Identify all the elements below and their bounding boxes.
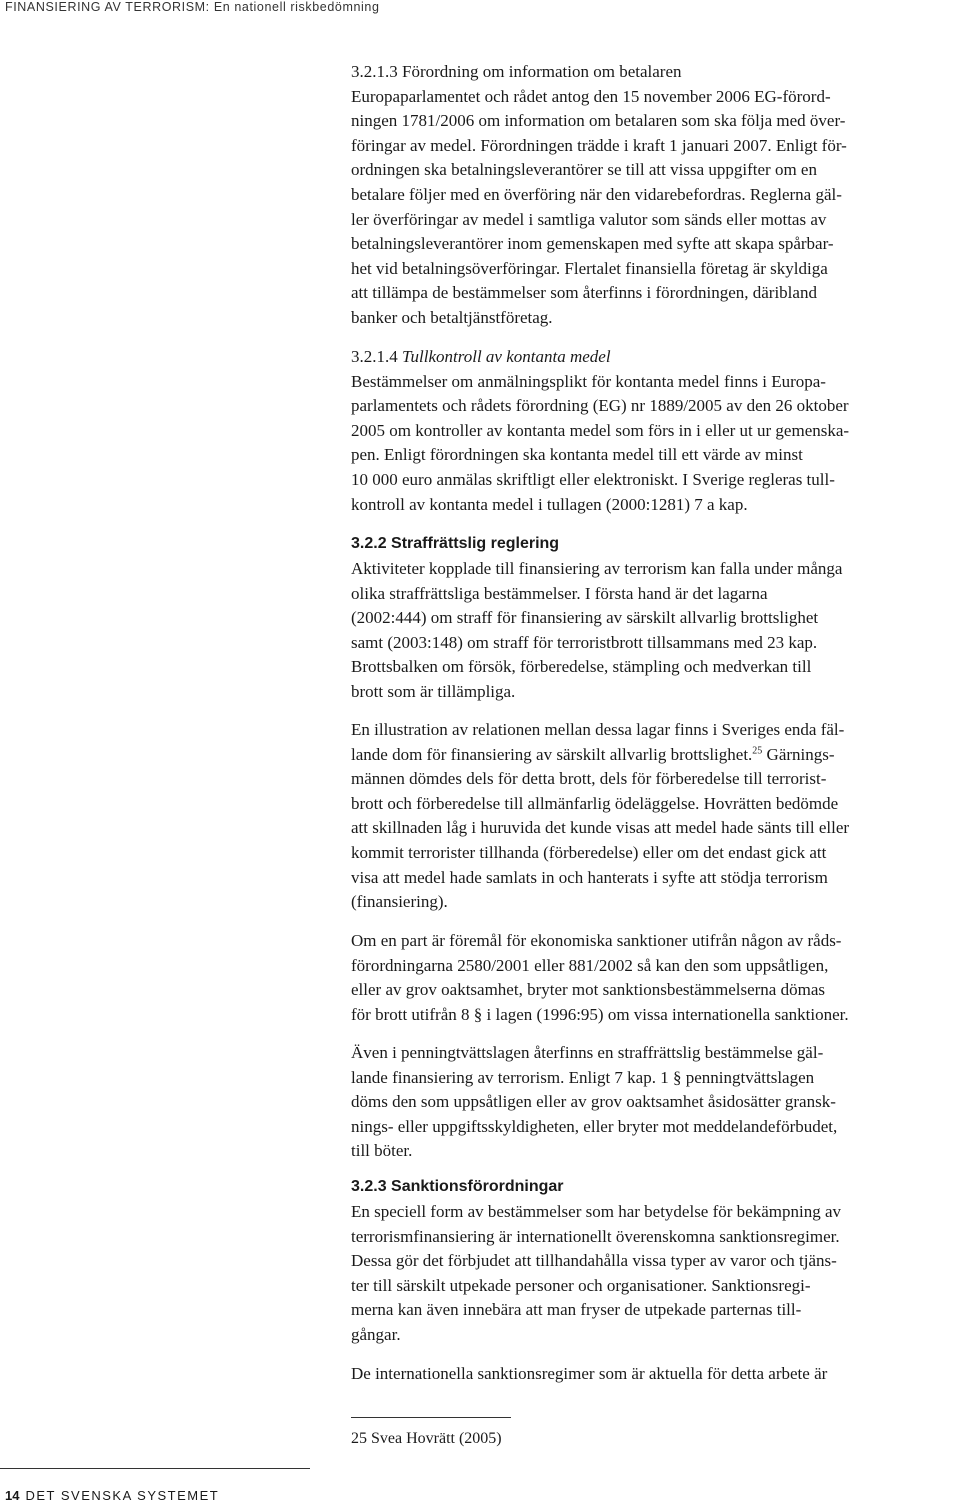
text-line: för brott utifrån 8 § i lagen (1996:95) om vissa internationella sanktioner. bbox=[351, 1004, 849, 1024]
footer-divider bbox=[0, 1468, 310, 1469]
text-line: lande finansiering av terrorism. Enligt 7 kap. 1 § penningtvättslagen bbox=[351, 1067, 815, 1087]
paragraph bbox=[351, 929, 957, 1027]
text-line: Brottsbalken om försök, förberedelse, stämpling och medverkan till bbox=[351, 657, 812, 677]
footer-title: DET SVENSKA SYSTEMET bbox=[25, 1488, 220, 1503]
section-3-2-2-paragraph-1 bbox=[351, 557, 957, 705]
text-line: En illustration av relationen mellan dessa lagar finns i Sveriges enda fäl- bbox=[351, 720, 845, 739]
section-3-2-2-paragraph-3 bbox=[351, 929, 957, 1027]
text-line: (finansiering). bbox=[351, 892, 448, 912]
text-line: ningen 1781/2006 om information om betalaren som ska följa med över- bbox=[351, 111, 846, 131]
section-heading-title: Tullkontroll av kontanta medel bbox=[402, 347, 611, 366]
section-3-2-2 bbox=[351, 532, 957, 556]
text-line: De internationella sanktionsregimer som är aktuella för detta arbete är bbox=[351, 1364, 828, 1383]
section-3-2-1-4 bbox=[351, 345, 957, 517]
text-line: eller av grov oaktsamhet, bryter mot sanktionsbestämmelserna dömas bbox=[351, 980, 825, 1000]
text-line: betalningsleverantörer inom gemenskapen med syfte att skapa spårbar- bbox=[351, 234, 834, 254]
text-line: kommit terrorister tillhanda (förberedelse) eller om det endast gick att bbox=[351, 842, 827, 862]
paragraph-rest bbox=[351, 767, 957, 915]
text-line: till böter. bbox=[351, 1141, 413, 1161]
text-line: terrorismfinansiering är internationellt överenskomna sanktionsregimer. bbox=[351, 1226, 840, 1246]
running-head: FINANSIERING AV TERRORISM: En nationell riskbedömning bbox=[5, 0, 380, 14]
section-3-2-1-3 bbox=[351, 60, 957, 331]
text-line: 10 000 euro anmälas skriftligt eller elektroniskt. I Sverige regleras tull- bbox=[351, 469, 835, 489]
text-line: förordningarna 2580/2001 eller 881/2002 så kan den som uppsåtligen, bbox=[351, 955, 829, 975]
text-line: brott och förberedelse till allmänfarlig ödeläggelse. Hovrätten bedömde bbox=[351, 793, 839, 813]
text-line: ler överföringar av medel i samtliga valutor som sänds eller mottas av bbox=[351, 209, 827, 229]
paragraph bbox=[351, 1200, 957, 1348]
footnote: 25 Svea Hovrätt (2005) bbox=[351, 1430, 502, 1447]
footnote-divider bbox=[351, 1417, 511, 1418]
text-line: Dessa gör det förbjudet att tillhandahålla vissa typer av varor och tjäns- bbox=[351, 1251, 837, 1271]
section-heading bbox=[351, 345, 957, 370]
text-line: 2005 om kontroller av kontanta medel som förs in i eller ut ur gemenska- bbox=[351, 420, 850, 440]
page-footer bbox=[5, 1488, 219, 1503]
paragraph bbox=[351, 718, 957, 915]
text-fragment: lande dom för finansiering av särskilt allvarlig brottslighet. bbox=[351, 744, 753, 764]
text-line: gångar. bbox=[351, 1324, 401, 1344]
text-line: ordningen ska betalningsleverantörer se till att vissa uppgifter om en bbox=[351, 160, 817, 180]
section-body bbox=[351, 85, 957, 331]
text-line: (2002:444) om straff för finansiering av särskilt allvarlig brottslighet bbox=[351, 608, 819, 628]
text-line bbox=[351, 743, 957, 768]
section-heading: 3.2.1.3 Förordning om information om betalaren bbox=[351, 62, 682, 81]
text-line: nings- eller uppgiftsskyldigheten, eller bryter mot meddelandeförbudet, bbox=[351, 1116, 838, 1136]
text-line: männen dömdes dels för detta brott, dels för förberedelse till terrorist- bbox=[351, 769, 827, 789]
text-line: olika straffrättsliga bestämmelser. I första hand är det lagarna bbox=[351, 583, 768, 603]
text-line: banker och betaltjänstföretag. bbox=[351, 307, 553, 327]
section-3-2-2-paragraph-2 bbox=[351, 718, 957, 915]
text-line: samt (2003:148) om straff för terroristbrott tillsammans med 23 kap. bbox=[351, 632, 818, 652]
text-line: Även i penningtvättslagen återfinns en straffrättslig bestämmelse gäl- bbox=[351, 1043, 824, 1062]
text-line: döms den som uppsåtligen eller av grov oaktsamhet åsidosätter gransk- bbox=[351, 1092, 836, 1112]
text-fragment: Gärnings- bbox=[762, 744, 835, 764]
text-line: parlamentets och rådets förordning (EG) nr 1889/2005 av den 26 oktober bbox=[351, 396, 849, 416]
text-line: Aktiviteter kopplade till finansiering av terrorism kan falla under många bbox=[351, 559, 843, 578]
text-line: kontroll av kontanta medel i tullagen (2000:1281) 7 a kap. bbox=[351, 494, 748, 514]
text-line: brott som är tillämpliga. bbox=[351, 681, 516, 701]
text-line: En speciell form av bestämmelser som har betydelse för bekämpning av bbox=[351, 1202, 842, 1221]
section-heading-number: 3.2.1.4 bbox=[351, 347, 398, 366]
paragraph bbox=[351, 1362, 957, 1387]
paragraph bbox=[351, 557, 957, 705]
section-heading: 3.2.2 Straffrättslig reglering bbox=[351, 535, 560, 552]
paragraph bbox=[351, 1041, 957, 1164]
text-line: merna kan även innebära att man fryser de utpekade parternas till- bbox=[351, 1300, 802, 1320]
text-line: pen. Enligt förordningen ska kontanta medel till ett värde av minst bbox=[351, 445, 803, 465]
section-heading: 3.2.3 Sanktionsförordningar bbox=[351, 1178, 564, 1195]
section-3-2-3-paragraph-2 bbox=[351, 1362, 957, 1387]
text-line: att tillämpa de bestämmelser som återfinns i förordningen, däribland bbox=[351, 283, 817, 303]
page-number: 14 bbox=[5, 1488, 20, 1503]
section-body bbox=[351, 370, 957, 518]
text-line: Europaparlamentet och rådet antog den 15 november 2006 EG-förord- bbox=[351, 86, 831, 106]
text-line: Om en part är föremål för ekonomiska sanktioner utifrån någon av råds- bbox=[351, 931, 842, 950]
text-line: ter till särskilt utpekade personer och organisationer. Sanktionsregi- bbox=[351, 1275, 811, 1295]
section-3-2-3 bbox=[351, 1175, 957, 1199]
text-line: att skillnaden låg i huruvida det kunde visas att medel hade sänts till eller bbox=[351, 818, 850, 838]
footnote-reference[interactable]: 25 bbox=[752, 744, 763, 756]
text-line: Bestämmelser om anmälningsplikt för kontanta medel finns i Europa- bbox=[351, 371, 826, 391]
text-line: visa att medel hade samlats in och hanterats i syfte att stödja terrorism bbox=[351, 867, 828, 887]
text-line: het vid betalningsöverföringar. Flertalet finansiella företag är skyldiga bbox=[351, 258, 828, 278]
section-3-2-3-paragraph-1 bbox=[351, 1200, 957, 1348]
section-3-2-2-paragraph-4 bbox=[351, 1041, 957, 1164]
text-line: betalare följer med en överföring när den vidarebefordras. Reglerna gäl- bbox=[351, 184, 842, 204]
text-line: föringar av medel. Förordningen trädde i kraft 1 januari 2007. Enligt för- bbox=[351, 135, 847, 155]
